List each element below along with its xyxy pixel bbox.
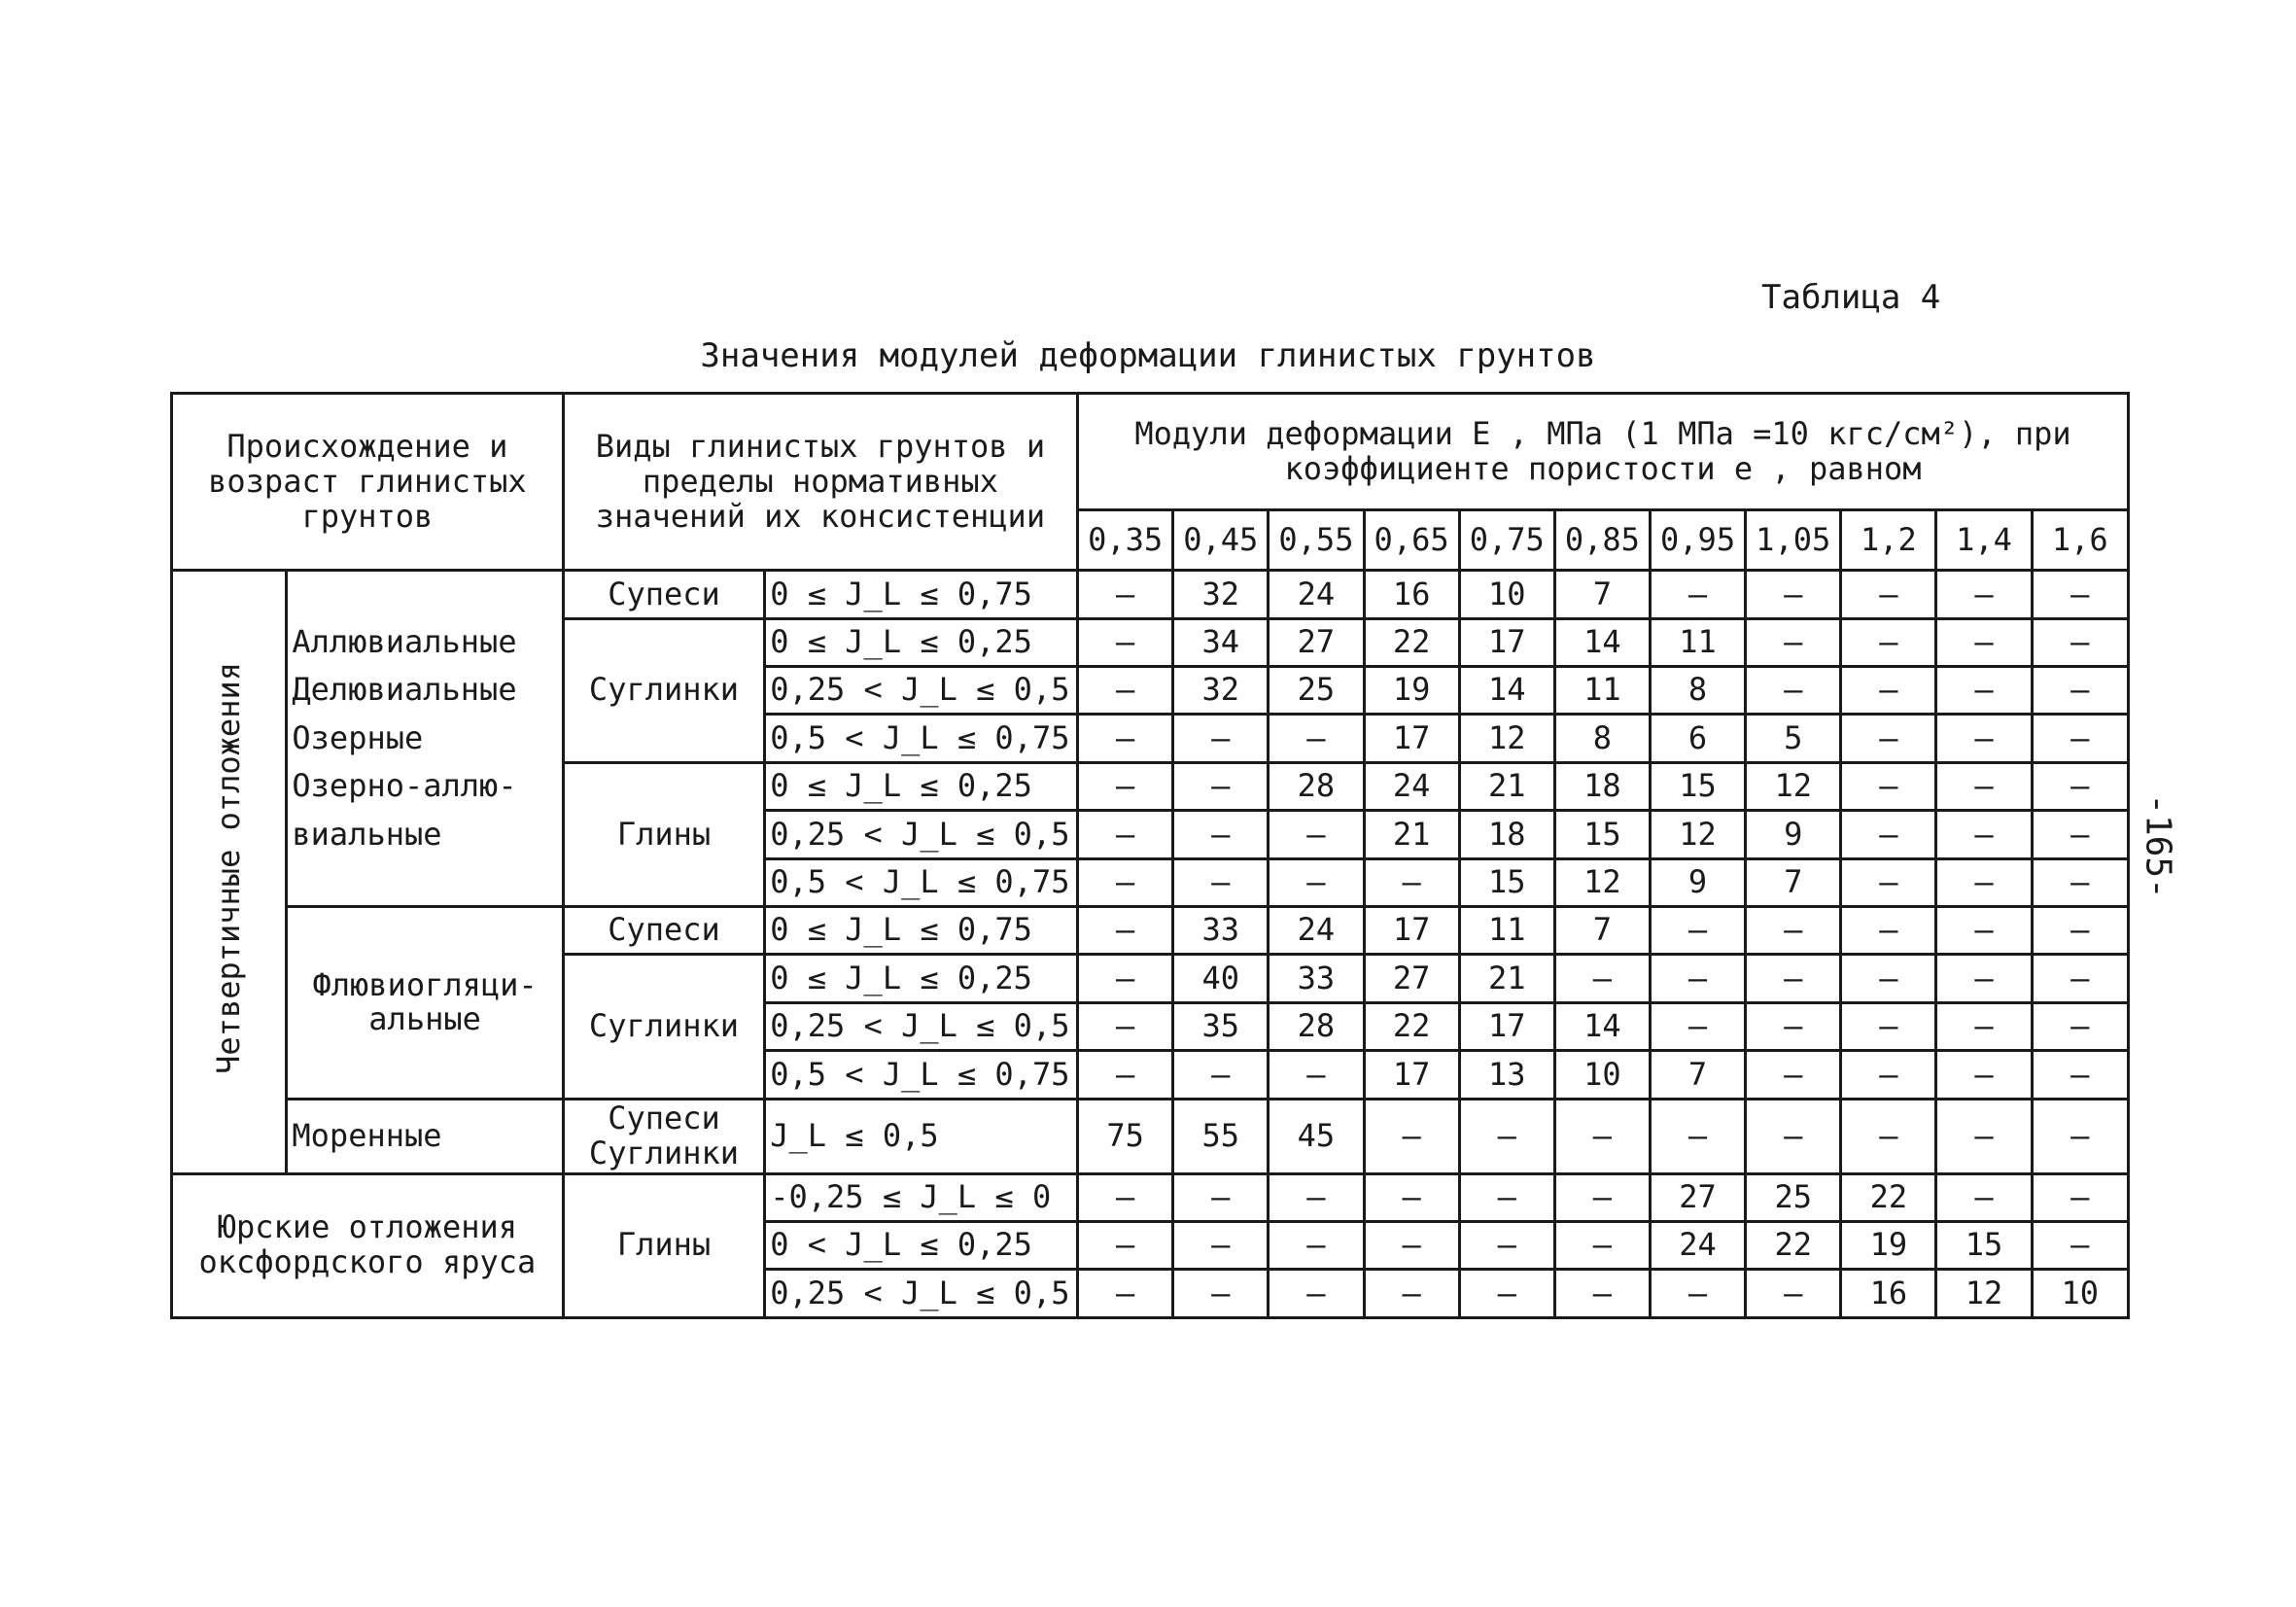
modulus-value: –	[1841, 571, 1936, 618]
porosity-value-header: 0,65	[1364, 510, 1459, 571]
modulus-value: –	[2032, 1173, 2128, 1221]
porosity-value-header: 0,85	[1554, 510, 1650, 571]
origin-line: Делювиальные	[292, 671, 517, 709]
porosity-value-header: 0,75	[1459, 510, 1554, 571]
modulus-value: –	[1269, 811, 1364, 858]
modulus-value: 13	[1459, 1051, 1554, 1099]
soil-type-supes: Супеси	[563, 907, 764, 955]
modulus-value: 17	[1364, 1051, 1459, 1099]
origin-fluvioglacial: Флювиогляци-альные	[287, 907, 563, 1100]
modulus-value: –	[1841, 715, 1936, 762]
modulus-value: 15	[1459, 858, 1554, 906]
modulus-value: –	[1173, 1051, 1269, 1099]
modulus-value: 11	[1459, 907, 1554, 955]
modulus-value: 21	[1459, 955, 1554, 1002]
consistency-range: 0,25 < J_L ≤ 0,5	[765, 1002, 1078, 1050]
consistency-range: 0,5 < J_L ≤ 0,75	[765, 858, 1078, 906]
porosity-value-header: 1,05	[1746, 510, 1841, 571]
modulus-value: –	[1841, 858, 1936, 906]
porosity-value-header: 0,45	[1173, 510, 1269, 571]
modulus-value: –	[1078, 618, 1173, 666]
modulus-value: –	[1173, 762, 1269, 810]
modulus-value: 27	[1269, 618, 1364, 666]
modulus-value: 16	[1364, 571, 1459, 618]
modulus-value: –	[1841, 1099, 1936, 1173]
modulus-value: –	[1078, 762, 1173, 810]
modulus-value: 34	[1173, 618, 1269, 666]
group-quaternary	[172, 571, 287, 1173]
modulus-value: –	[1936, 667, 2032, 715]
modulus-value: –	[1746, 1270, 1841, 1318]
modulus-value: –	[2032, 1099, 2128, 1173]
modulus-value: 19	[1364, 667, 1459, 715]
origin-jurassic: Юрские отложения оксфордского яруса	[172, 1173, 564, 1317]
modulus-value: –	[2032, 762, 2128, 810]
consistency-range: 0,5 < J_L ≤ 0,75	[765, 1051, 1078, 1099]
modulus-value: 45	[1269, 1099, 1364, 1173]
origin-line: Озерно-аллю-	[292, 767, 517, 805]
modulus-value: –	[1554, 1173, 1650, 1221]
modulus-value: 17	[1459, 618, 1554, 666]
modulus-value: 7	[1554, 907, 1650, 955]
consistency-range: 0 < J_L ≤ 0,25	[765, 1221, 1078, 1269]
modulus-value: –	[1364, 1173, 1459, 1221]
modulus-value: 10	[1554, 1051, 1650, 1099]
modulus-value: 25	[1746, 1173, 1841, 1221]
porosity-value-header: 1,2	[1841, 510, 1936, 571]
modulus-value: –	[1078, 811, 1173, 858]
modulus-value: –	[1650, 907, 1745, 955]
consistency-range: 0,25 < J_L ≤ 0,5	[765, 811, 1078, 858]
modulus-value: –	[1650, 1270, 1745, 1318]
modulus-value: 18	[1459, 811, 1554, 858]
soil-type-supes: Супеси	[563, 571, 764, 618]
modulus-value: –	[1746, 907, 1841, 955]
modulus-value: 12	[1746, 762, 1841, 810]
modulus-value: 5	[1746, 715, 1841, 762]
modulus-value: 12	[1459, 715, 1554, 762]
modulus-value: –	[1936, 858, 2032, 906]
modulus-value: 18	[1554, 762, 1650, 810]
modulus-value: 24	[1269, 907, 1364, 955]
modulus-value: –	[2032, 618, 2128, 666]
consistency-range: -0,25 ≤ J_L ≤ 0	[765, 1173, 1078, 1221]
modulus-value: 33	[1269, 955, 1364, 1002]
modulus-value: –	[1078, 858, 1173, 906]
porosity-value-header: 0,35	[1078, 510, 1173, 571]
modulus-value: –	[1078, 1270, 1173, 1318]
modulus-value: –	[1459, 1270, 1554, 1318]
modulus-value: –	[1269, 715, 1364, 762]
modulus-value: 12	[1554, 858, 1650, 906]
modulus-value: 27	[1650, 1173, 1745, 1221]
modulus-value: 22	[1364, 618, 1459, 666]
modulus-value: –	[1841, 667, 1936, 715]
modulus-value: –	[1269, 1173, 1364, 1221]
table-row	[172, 1173, 2129, 1221]
header-soil-kinds: Виды глинистых грунтов и пределы нормативных значений их консистенции	[563, 394, 1077, 571]
modulus-value: –	[1936, 811, 2032, 858]
modulus-value: 14	[1554, 1002, 1650, 1050]
modulus-value: –	[1936, 715, 2032, 762]
modulus-value: –	[1078, 955, 1173, 1002]
porosity-value-header: 1,4	[1936, 510, 2032, 571]
modulus-value: –	[1841, 811, 1936, 858]
modulus-value: 7	[1650, 1051, 1745, 1099]
modulus-value: 11	[1650, 618, 1745, 666]
modulus-value: 17	[1364, 715, 1459, 762]
modulus-value: –	[1936, 762, 2032, 810]
modulus-value: 27	[1364, 955, 1459, 1002]
modulus-value: –	[1364, 1270, 1459, 1318]
modulus-value: 7	[1746, 858, 1841, 906]
modulus-value: –	[1841, 618, 1936, 666]
porosity-value-header: 0,95	[1650, 510, 1745, 571]
modulus-value: –	[2032, 571, 2128, 618]
origin-line: Озерные	[292, 718, 424, 756]
modulus-value: 8	[1554, 715, 1650, 762]
modulus-value: –	[2032, 1051, 2128, 1099]
modulus-value: –	[1078, 667, 1173, 715]
modulus-value: –	[1841, 907, 1936, 955]
modulus-value: –	[1746, 1002, 1841, 1050]
header-modulus: Модули деформации E , МПа (1 МПа =10 кгс/см²), при коэффициенте пористости e , равном	[1078, 394, 2129, 510]
modulus-value: 33	[1173, 907, 1269, 955]
modulus-value: 55	[1173, 1099, 1269, 1173]
modulus-value: 11	[1554, 667, 1650, 715]
soil-type-sugl: Суглинки	[563, 618, 764, 762]
modulus-value: –	[1554, 1270, 1650, 1318]
soil-type-supes-sugl: Супеси Суглинки	[563, 1099, 764, 1173]
modulus-value: 17	[1364, 907, 1459, 955]
modulus-value: –	[1173, 1270, 1269, 1318]
modulus-value: 9	[1746, 811, 1841, 858]
consistency-range: 0 ≤ J_L ≤ 0,75	[765, 907, 1078, 955]
modulus-value: –	[1173, 715, 1269, 762]
modulus-value: –	[1936, 1002, 2032, 1050]
modulus-value: –	[1650, 571, 1745, 618]
page-number: -165-	[2138, 793, 2178, 899]
porosity-value-header: 0,55	[1269, 510, 1364, 571]
modulus-value: 17	[1459, 1002, 1554, 1050]
modulus-value: –	[1936, 955, 2032, 1002]
modulus-value: 28	[1269, 1002, 1364, 1050]
modulus-value: –	[1078, 571, 1173, 618]
modulus-value: 22	[1841, 1173, 1936, 1221]
modulus-value: –	[1936, 1099, 2032, 1173]
modulus-value: –	[1078, 907, 1173, 955]
modulus-value: –	[1078, 715, 1173, 762]
quaternary-label: Четвертичные отложения	[209, 662, 247, 1074]
modulus-value: 15	[1936, 1221, 2032, 1269]
origin-alluvial	[287, 571, 563, 907]
modulus-value: –	[1746, 618, 1841, 666]
modulus-value: –	[1936, 1051, 2032, 1099]
modulus-value: –	[1078, 1173, 1173, 1221]
modulus-value: 21	[1459, 762, 1554, 810]
modulus-value: –	[1173, 1221, 1269, 1269]
modulus-value: –	[1841, 1002, 1936, 1050]
modulus-value: –	[2032, 858, 2128, 906]
soil-type-gliny: Глины	[563, 762, 764, 906]
modulus-value: –	[1746, 1099, 1841, 1173]
origin-line: виальные	[292, 816, 442, 854]
modulus-value: –	[1269, 1221, 1364, 1269]
soil-type-sugl: Суглинки	[563, 955, 764, 1099]
modulus-value: –	[2032, 907, 2128, 955]
porosity-value-header: 1,6	[2032, 510, 2128, 571]
modulus-value: 22	[1746, 1221, 1841, 1269]
modulus-value: –	[2032, 955, 2128, 1002]
consistency-range: 0 ≤ J_L ≤ 0,25	[765, 618, 1078, 666]
table-row	[172, 1099, 2129, 1173]
modulus-value: –	[1841, 955, 1936, 1002]
modulus-value: –	[2032, 811, 2128, 858]
modulus-value: 21	[1364, 811, 1459, 858]
modulus-value: –	[1078, 1221, 1173, 1269]
modulus-value: –	[1554, 1221, 1650, 1269]
modulus-value: –	[1173, 811, 1269, 858]
consistency-range: 0 ≤ J_L ≤ 0,75	[765, 571, 1078, 618]
modulus-value: –	[1364, 1221, 1459, 1269]
modulus-value: –	[2032, 715, 2128, 762]
modulus-value: 8	[1650, 667, 1745, 715]
modulus-value: –	[1173, 1173, 1269, 1221]
header-origin: Происхождение и возраст глинистых грунтов	[172, 394, 564, 571]
modulus-value: 12	[1936, 1270, 2032, 1318]
table-title: Значения модулей деформации глинистых грунтов	[700, 336, 1596, 375]
modulus-value: 32	[1173, 667, 1269, 715]
modulus-value: –	[1269, 1051, 1364, 1099]
modulus-value: –	[2032, 1221, 2128, 1269]
deformation-modulus-table	[170, 392, 2130, 1319]
modulus-value: 24	[1269, 571, 1364, 618]
modulus-value: –	[1746, 955, 1841, 1002]
modulus-value: –	[1936, 571, 2032, 618]
modulus-value: 22	[1364, 1002, 1459, 1050]
modulus-value: 15	[1650, 762, 1745, 810]
modulus-value: 35	[1173, 1002, 1269, 1050]
modulus-value: 6	[1650, 715, 1745, 762]
modulus-value: 40	[1173, 955, 1269, 1002]
modulus-value: –	[1746, 1051, 1841, 1099]
soil-type-gliny: Глины	[563, 1173, 764, 1317]
modulus-value: –	[1078, 1051, 1173, 1099]
table-number-label: Таблица 4	[1761, 278, 1941, 317]
modulus-value: –	[1746, 571, 1841, 618]
modulus-value: –	[2032, 1002, 2128, 1050]
modulus-value: –	[1269, 1270, 1364, 1318]
modulus-value: –	[2032, 667, 2128, 715]
consistency-range: J_L ≤ 0,5	[765, 1099, 1078, 1173]
modulus-value: 15	[1554, 811, 1650, 858]
modulus-value: –	[1459, 1173, 1554, 1221]
modulus-value: 25	[1269, 667, 1364, 715]
table-row	[172, 571, 2129, 618]
origin-moraine: Моренные	[287, 1099, 563, 1173]
modulus-value: 10	[2032, 1270, 2128, 1318]
modulus-value: –	[1650, 1002, 1745, 1050]
modulus-value: –	[1078, 1002, 1173, 1050]
consistency-range: 0,5 < J_L ≤ 0,75	[765, 715, 1078, 762]
consistency-range: 0 ≤ J_L ≤ 0,25	[765, 955, 1078, 1002]
modulus-value: 12	[1650, 811, 1745, 858]
modulus-value: –	[1650, 1099, 1745, 1173]
modulus-value: 10	[1459, 571, 1554, 618]
modulus-value: 16	[1841, 1270, 1936, 1318]
consistency-range: 0,25 < J_L ≤ 0,5	[765, 1270, 1078, 1318]
modulus-value: –	[1459, 1221, 1554, 1269]
modulus-value: –	[1650, 955, 1745, 1002]
modulus-value: –	[1936, 1173, 2032, 1221]
modulus-value: 24	[1364, 762, 1459, 810]
modulus-value: –	[1554, 955, 1650, 1002]
modulus-value: 19	[1841, 1221, 1936, 1269]
modulus-value: 75	[1078, 1099, 1173, 1173]
modulus-value: –	[1364, 858, 1459, 906]
table-row	[172, 907, 2129, 955]
modulus-value: 28	[1269, 762, 1364, 810]
modulus-value: 14	[1554, 618, 1650, 666]
modulus-value: –	[1173, 858, 1269, 906]
modulus-value: –	[1554, 1099, 1650, 1173]
modulus-value: –	[1746, 667, 1841, 715]
modulus-value: –	[1841, 1051, 1936, 1099]
modulus-value: 9	[1650, 858, 1745, 906]
modulus-value: 7	[1554, 571, 1650, 618]
modulus-value: –	[1269, 858, 1364, 906]
consistency-range: 0,25 < J_L ≤ 0,5	[765, 667, 1078, 715]
modulus-value: 24	[1650, 1221, 1745, 1269]
modulus-value: –	[1364, 1099, 1459, 1173]
origin-line: Аллювиальные	[292, 622, 517, 660]
modulus-value: 32	[1173, 571, 1269, 618]
consistency-range: 0 ≤ J_L ≤ 0,25	[765, 762, 1078, 810]
modulus-value: –	[1459, 1099, 1554, 1173]
modulus-value: –	[1841, 762, 1936, 810]
modulus-value: –	[1936, 618, 2032, 666]
modulus-value: –	[1936, 907, 2032, 955]
modulus-value: 14	[1459, 667, 1554, 715]
